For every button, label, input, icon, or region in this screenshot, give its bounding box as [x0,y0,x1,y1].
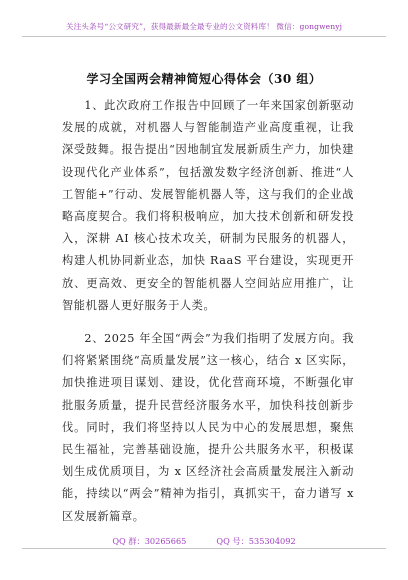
footer-qq-number: QQ 号：535304092 [216,536,296,546]
header-divider [22,36,386,37]
footer-qq-group: QQ 群：30265665 [112,536,187,546]
footer-divider [22,548,386,549]
paragraph-1: 1、此次政府工作报告中回顾了一年来国家创新驱动发展的成就，对机器人与智能制造产业高度重视，让我深受鼓舞。报告提出“因地制宜发展新质生产力，加快建设现代化产业体系”，包括激发数字经济创新、推进“人工智能+”行动、发展智能机器人等，这与我们的企业战略高度契合。我们将积极响应，加大技术创新和研发投入，深耕 AI 核心技术攻关，研制为民服务的机器人，构建人机协同新业态，加快 RaaS 平台建设，实现更开放、更高效、更安全的智能机器人空间站应用推广，让智能机器人更好服务于人类。 [62,99,354,312]
document-title: 学习全国两会精神简短心得体会（30 组） [86,72,322,86]
paragraph-2: 2、2025 年全国“两会”为我们指明了发展方向。我们将紧紧围绕“高质量发展”这一核心，结合 x 区实际，加快推进项目谋划、建设，优化营商环境，不断强化审批服务质量，提升民营经济服务水平，加快科技创新步伐。同时，我们将坚持以人民为中心的发展思想，聚焦民生福祉，完善基础设施，提升公共服务水平，积极谋划生成优质项目，为 x 区经济社会高质量发展注入新动能，持续以“两会”精神为指引，真抓实干，奋力谱写 x 区发展新篇章。 [62,332,354,523]
footer-contacts [0,536,408,547]
header-banner: 关注头条号“公文研究”，获得最新最全最专业的公文资料库！ 微信：gongwenyj [65,22,343,31]
